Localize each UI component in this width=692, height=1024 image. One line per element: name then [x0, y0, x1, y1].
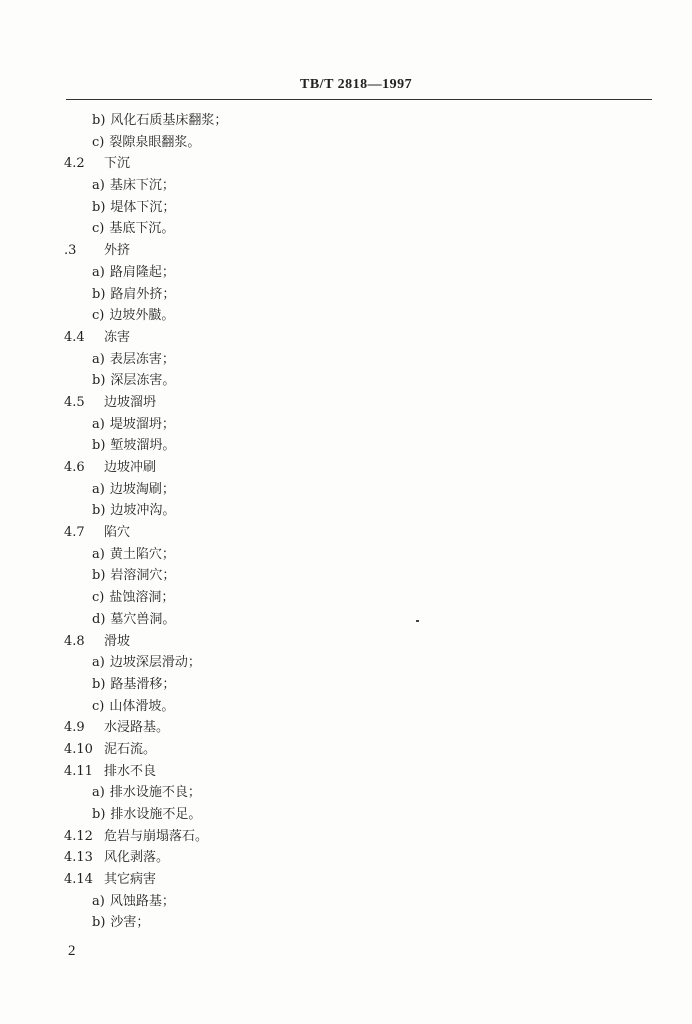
list-item [0, 218, 692, 240]
section-heading [0, 631, 692, 653]
item-text: 墓穴兽洞。 [110, 611, 176, 627]
item-text: 边坡冲沟。 [110, 503, 176, 519]
section-heading [0, 457, 692, 479]
list-item [0, 652, 692, 674]
list-item [0, 609, 692, 631]
item-text: 表层冻害； [109, 351, 175, 367]
list-item [0, 175, 692, 197]
list-item [0, 544, 692, 566]
item-marker: a) [92, 785, 105, 801]
item-marker: b) [92, 915, 106, 931]
section-number: 4.10 [64, 741, 93, 757]
section-title: 冻害 [104, 329, 131, 345]
item-text: 堤坡溜坍； [109, 416, 175, 432]
section-title: 边坡溜坍 [104, 394, 157, 410]
item-text: 深层冻害。 [110, 373, 176, 389]
list-item [0, 262, 692, 284]
section-number: .3 [64, 243, 77, 259]
standard-code: TB/T 2818—1997 [300, 77, 413, 92]
section-title: 边坡冲刷 [104, 460, 157, 475]
list-item [0, 349, 692, 371]
section-heading [0, 761, 692, 783]
scan-speck [416, 620, 419, 622]
item-text: 堤体下沉； [110, 199, 176, 215]
section-title: 风化剥落。 [104, 850, 170, 866]
item-text: 排水设施不足。 [110, 807, 202, 822]
section-title: 下沉 [104, 156, 131, 172]
section-number: 4.5 [64, 394, 85, 410]
list-item [0, 782, 692, 804]
section-title: 排水不良 [104, 763, 157, 779]
item-text: 边坡深层滑动； [109, 655, 201, 671]
item-marker: b) [92, 286, 106, 302]
item-text: 路肩外挤； [110, 286, 176, 302]
section-heading [0, 847, 692, 869]
section-heading [0, 717, 692, 739]
list-item [0, 132, 692, 154]
item-marker: a) [92, 546, 105, 562]
item-marker: c) [92, 221, 105, 237]
section-number: 4.12 [64, 828, 93, 844]
section-number: 4.7 [64, 525, 85, 541]
list-item [0, 696, 692, 718]
item-text: 基床下沉； [109, 178, 175, 194]
item-text: 山体滑坡。 [109, 698, 175, 714]
section-title: 滑坡 [104, 633, 131, 649]
list-item [0, 565, 692, 587]
item-text: 黄土陷穴； [109, 546, 175, 562]
header-rule [66, 99, 652, 100]
section-title: 陷穴 [104, 525, 131, 541]
page-number: 2 [68, 943, 76, 959]
item-marker: b) [92, 807, 106, 822]
section-heading [0, 739, 692, 761]
section-heading [0, 240, 692, 262]
item-marker: c) [92, 308, 105, 324]
item-marker: a) [92, 481, 105, 497]
list-item [0, 587, 692, 609]
item-marker: b) [92, 676, 106, 692]
section-title: 危岩与崩塌落石。 [104, 828, 209, 844]
item-text: 风化石质基床翻浆； [110, 113, 228, 128]
section-heading [0, 153, 692, 175]
section-title: 水浸路基。 [104, 720, 170, 736]
section-heading [0, 392, 692, 414]
list-item [0, 305, 692, 327]
item-marker: a) [92, 655, 105, 671]
list-item [0, 370, 692, 392]
item-marker: b) [92, 113, 106, 128]
list-item [0, 414, 692, 436]
document-body [0, 110, 692, 934]
item-text: 风蚀路基； [109, 893, 175, 909]
item-marker: c) [92, 698, 105, 714]
item-marker: a) [92, 893, 105, 909]
section-title: 外挤 [104, 243, 131, 259]
section-title: 其它病害 [104, 872, 157, 888]
item-marker: a) [92, 264, 105, 280]
item-text: 边坡淘刷； [109, 481, 175, 497]
item-marker: b) [92, 373, 106, 389]
item-marker: b) [92, 568, 106, 584]
item-marker: d) [92, 611, 106, 627]
list-item [0, 435, 692, 457]
list-item [0, 804, 692, 826]
item-text: 基底下沉。 [109, 221, 175, 237]
section-heading [0, 869, 692, 891]
list-item [0, 197, 692, 219]
section-heading [0, 327, 692, 349]
list-item [0, 110, 692, 132]
item-text: 路肩隆起； [109, 264, 175, 280]
section-number: 4.2 [64, 156, 85, 172]
section-number: 4.13 [64, 850, 93, 866]
item-marker: a) [92, 351, 105, 367]
item-marker: b) [92, 199, 106, 215]
section-number: 4.8 [64, 633, 85, 649]
section-heading [0, 522, 692, 544]
section-heading [0, 826, 692, 848]
section-number: 4.9 [64, 720, 85, 736]
item-text: 沙害； [110, 915, 150, 931]
item-marker: a) [92, 178, 105, 194]
section-number: 4.4 [64, 329, 85, 345]
list-item [0, 891, 692, 913]
list-item [0, 284, 692, 306]
item-text: 盐蚀溶洞； [109, 590, 175, 606]
list-item [0, 479, 692, 501]
item-marker: a) [92, 416, 105, 432]
list-item [0, 500, 692, 522]
item-text: 边坡外臌。 [109, 308, 175, 324]
section-title: 泥石流。 [104, 741, 157, 757]
list-item [0, 912, 692, 934]
item-text: 裂隙泉眼翻浆。 [109, 134, 201, 150]
item-marker: b) [92, 503, 106, 519]
section-number: 4.11 [64, 763, 93, 779]
item-text: 路基滑移； [110, 676, 176, 692]
item-marker: c) [92, 590, 105, 606]
section-number: 4.14 [64, 872, 93, 888]
item-marker: b) [92, 438, 106, 454]
section-number: 4.6 [64, 460, 85, 475]
item-text: 排水设施不良； [109, 785, 201, 801]
item-marker: c) [92, 134, 105, 150]
list-item [0, 674, 692, 696]
item-text: 堑坡溜坍。 [110, 438, 176, 454]
item-text: 岩溶洞穴； [110, 568, 176, 584]
